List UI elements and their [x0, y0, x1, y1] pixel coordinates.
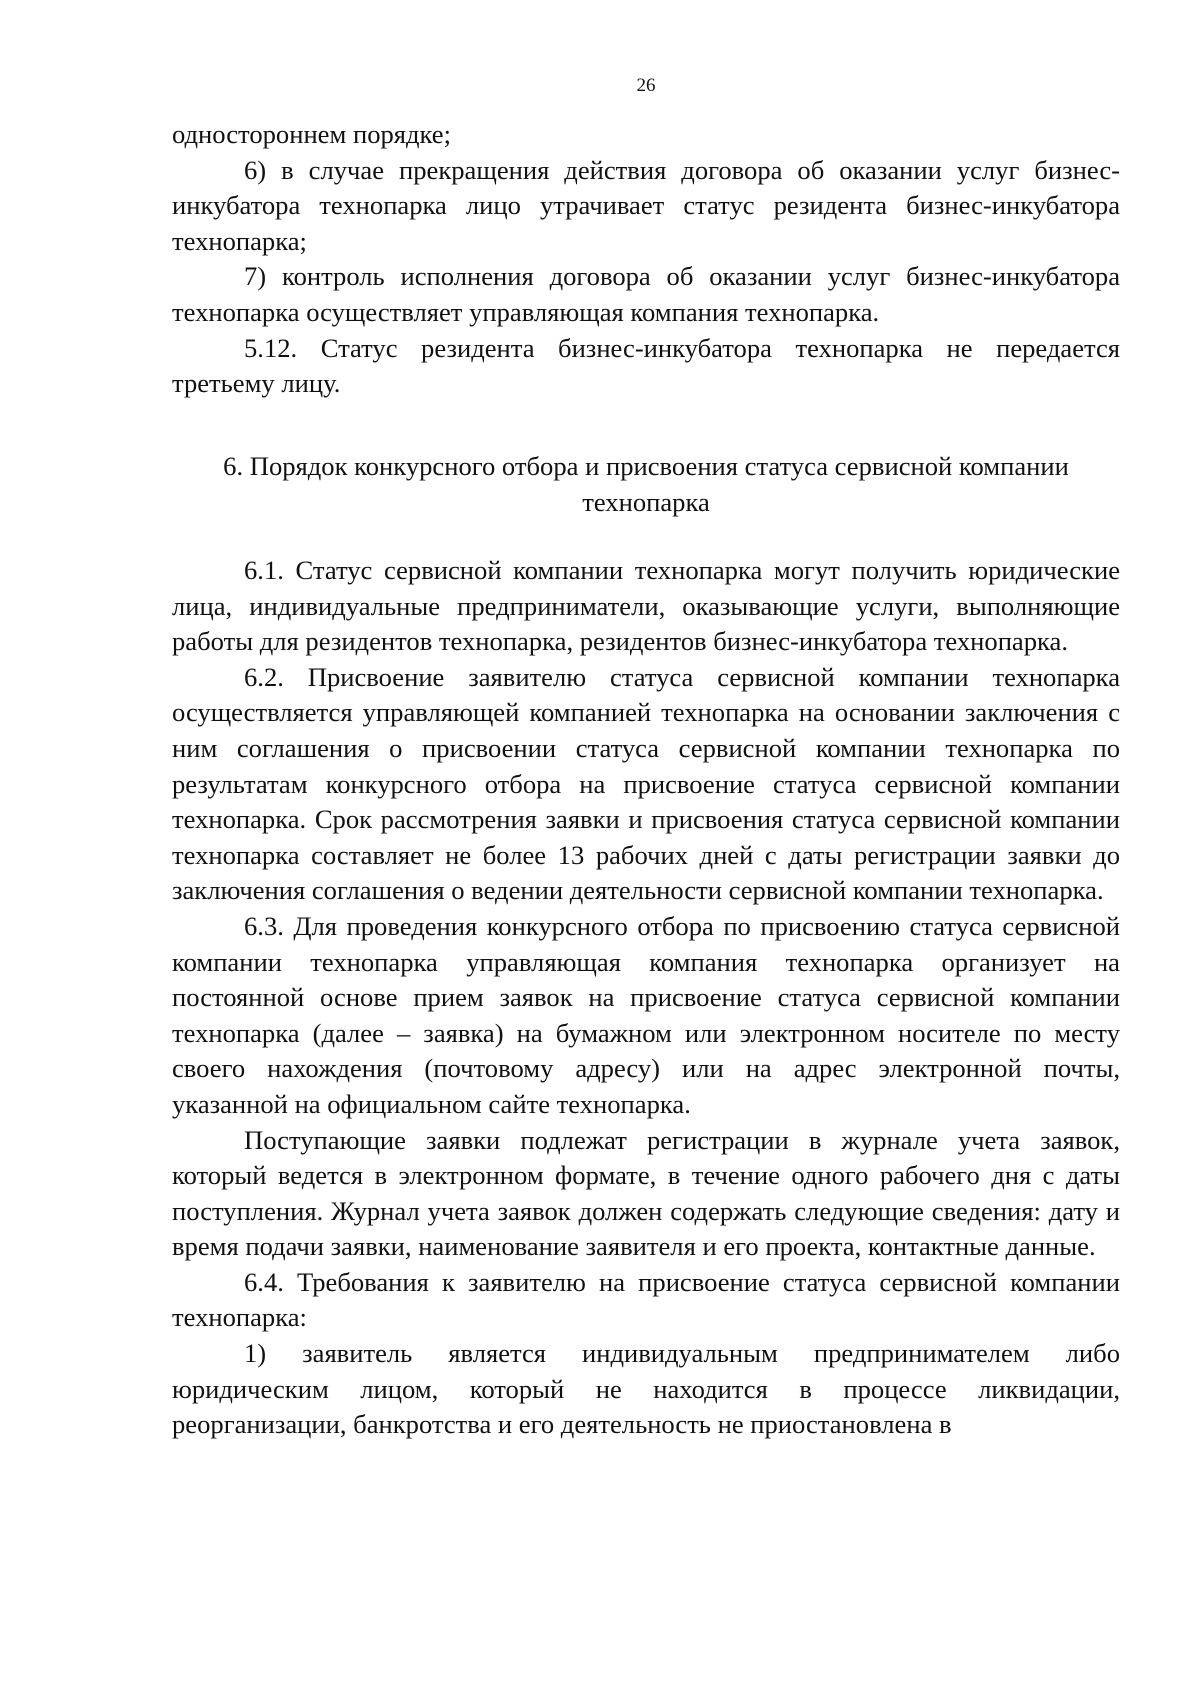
paragraph-6-4: 6.4. Требования к заявителю на присвоение статуса сервисной компании технопарка:: [172, 1266, 1120, 1333]
paragraph-requirement-1: 1) заявитель является индивидуальным предпринимателем либо юридическим лицом, который не находится в процессе ликвидации, реорганизации, банкротства и его деятельность не приостановлена в: [172, 1338, 1120, 1440]
section-heading: 6. Порядок конкурсного отбора и присвоения статуса сервисной компании технопарка: [223, 451, 1069, 517]
paragraph-5-12: 5.12. Статус резидента бизнес-инкубатора технопарка не передается третьему лицу.: [172, 332, 1120, 399]
paragraph-item-7: 7) контроль исполнения договора об оказании услуг бизнес-инкубатора технопарка осуществляет управляющая компания технопарка.: [172, 261, 1120, 327]
paragraph-applications: Поступающие заявки подлежат регистрации в журнале учета заявок, который ведется в электронном формате, в течение одного рабочего дня с даты поступления. Журнал учета заявок должен содержать следующие сведения: дату и время подачи заявки, наименование заявителя и его проекта, контактные данные.: [172, 1124, 1120, 1262]
paragraph-6-3: 6.3. Для проведения конкурсного отбора по присвоению статуса сервисной компании технопарка управляющая компания технопарка организует на постоянной основе прием заявок на присвоение статуса сервисной компании технопарка (далее – заявка) на бумажном или электронном носителе по месту своего нахождения (почтовому адресу) или на адрес электронной почты, указанной на официальном сайте технопарка.: [172, 910, 1120, 1119]
page-number: 26: [636, 75, 656, 96]
section-6-body: [172, 553, 1120, 1443]
top-section: [172, 117, 1120, 402]
paragraph-continuation: одностороннем порядке;: [172, 119, 452, 149]
paragraph-6-1: 6.1. Статус сервисной компании технопарка могут получить юридические лица, индивидуальные предприниматели, оказывающие услуги, выполняющие работы для резидентов технопарка, резидентов бизнес-инкубатора технопарка.: [172, 555, 1120, 657]
paragraph-6-2: 6.2. Присвоение заявителю статуса сервисной компании технопарка осуществляется управляющей компанией технопарка на основании заключения с ним соглашения о присвоении статуса сервисной компании технопарка по результатам конкурсного отбора на присвоение статуса сервисной компании технопарка. Срок рассмотрения заявки и присвоения статуса сервисной компании технопарка составляет не более 13 рабочих дней с даты регистрации заявки до заключения соглашения о ведении деятельности сервисной компании технопарка.: [172, 661, 1120, 906]
paragraph-item-6: 6) в случае прекращения действия договора об оказании услуг бизнес-инкубатора технопарка лицо утрачивает статус резидента бизнес-инкубатора технопарка;: [172, 154, 1120, 256]
